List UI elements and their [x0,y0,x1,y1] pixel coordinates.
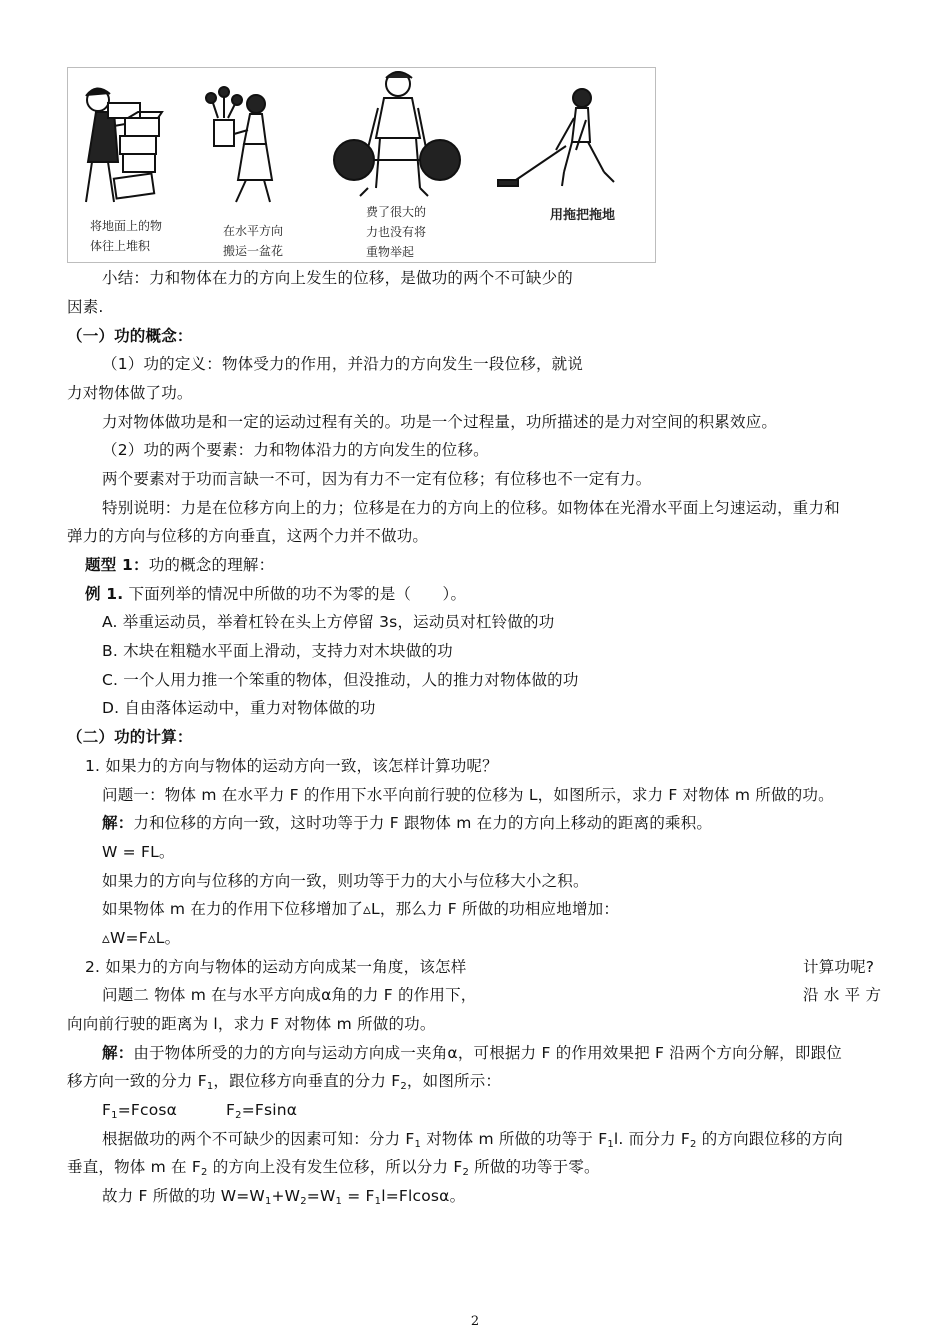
page-number: 2 [470,1314,480,1329]
text-segment: F [226,1101,236,1119]
question-type-label: 题型 1： [85,556,149,574]
component-work-line-2 [67,1157,600,1177]
text-segment: 根据做功的两个不可缺少的因素可知：分力 F [102,1130,415,1148]
two-elements-line: （2）功的两个要素：力和物体沿力的方向发生的位移。 [102,441,489,459]
subscript: 2 [201,1167,208,1178]
question-1: 1. 如果力的方向与物体的运动方向一致，该怎样计算功呢？ [85,757,498,775]
component-work-line-1 [102,1129,843,1149]
special-note-line-2: 弹力的方向与位移的方向垂直，这两个力并不做功。 [67,527,429,545]
increment-statement: 如果物体 m 在力的作用下位移增加了▵L，那么力 F 所做的功相应地增加： [102,900,620,918]
example-label: 例 1. [85,585,124,603]
problem-2-part-2: 沿 水 平 方 [803,986,882,1004]
special-note-line-1: 特别说明：力是在位移方向上的力；位移是在力的方向上的位移。如物体在光滑水平面上匀速运动，重力和 [102,499,840,517]
subscript: 1 [335,1196,343,1207]
woman-carrying-flowers-drawing [206,87,272,202]
solution-1-text: 力和位移的方向一致，这时功等于力 F 跟物体 m 在力的方向上移动的距离的乘积。 [133,814,713,832]
formula-w-fl: W = FL。 [102,843,175,861]
solution-2-line-2 [67,1071,501,1091]
subscript: 1 [414,1139,422,1150]
woman-mopping-drawing [498,89,614,186]
example-1 [85,584,466,604]
text-segment: +W [271,1187,301,1205]
total-work-formula [102,1186,465,1206]
summary-line-1: 小结：力和物体在力的方向上发生的位移，是做功的两个不可缺少的 [102,269,574,287]
formula-f1 [102,1100,177,1120]
heading-concept-of-work: （一）功的概念： [67,327,193,345]
text-segment: =W [306,1187,336,1205]
subscript: 1 [607,1139,614,1150]
text-segment: 垂直，物体 m 在 F [67,1158,201,1176]
indispensable-line: 两个要素对于功而言缺一不可，因为有力不一定有位移；有位移也不一定有力。 [102,470,652,488]
question-2-part-2: 计算功呢? [803,958,875,976]
formula-f2 [226,1100,297,1120]
caption-4-line-1: 用拖把拖地 [550,208,616,223]
text-segment: 故力 F 所做的功 W=W [102,1187,265,1205]
text-segment: 对物体 m 所做的功等于 F [421,1130,608,1148]
option-b: B. 木块在粗糙水平面上滑动，支持力对木块做的功 [102,642,453,660]
solution-2-text: 由于物体所受的力的方向与运动方向成一夹角α，可根据力 F 的作用效果把 F 沿两个方向分解，即跟位 [133,1044,842,1062]
text-segment: =Fsinα [241,1101,298,1119]
text-segment: l. 而分力 F [613,1130,691,1148]
question-2-part-1: 2. 如果力的方向与物体的运动方向成某一角度，该怎样 [85,958,467,976]
definition-line-2: 力对物体做了功。 [67,384,193,402]
text-segment: ，跟位移方向垂直的分力 F [213,1072,401,1090]
question-type-1 [85,555,274,575]
man-lifting-barbell-drawing [334,72,460,196]
text-segment: F [102,1101,112,1119]
definition-line-1: （1）功的定义：物体受力的作用，并沿力的方向发生一段位移，就说 [102,355,584,373]
caption-3-line-1: 费了很大的 [366,205,427,219]
problem-2-part-1: 问题二 物体 m 在与水平方向成α角的力 F 的作用下， [102,986,477,1004]
subscript: 2 [400,1081,407,1092]
caption-2-line-1: 在水平方向 [223,224,284,238]
subscript: 2 [462,1167,469,1178]
text-segment: =Fcosα [117,1101,178,1119]
summary-line-2: 因素. [67,298,104,316]
caption-1-line-2: 体往上堆积 [90,239,151,253]
subscript: 2 [690,1139,697,1150]
text-segment: 移方向一致的分力 F [67,1072,207,1090]
solution-1 [102,813,712,833]
subscript: 1 [264,1196,272,1207]
option-c: C. 一个人用力推一个笨重的物体，但没推动，人的推力对物体做的功 [102,671,579,689]
caption-1-line-1: 将地面上的物 [90,219,163,233]
option-d: D. 自由落体运动中，重力对物体做的功 [102,699,376,717]
text-segment: ，如图所示： [406,1072,502,1090]
text-segment: 的方向上没有发生位移，所以分力 F [207,1158,463,1176]
solution-label: 解： [102,814,134,832]
example-text: 下面列举的情况中所做的功不为零的是（ ）。 [123,585,467,603]
man-stacking-boxes-drawing [86,88,162,202]
heading-work-calculation: （二）功的计算： [67,728,193,746]
text-segment: l=Flcosα。 [381,1187,466,1205]
problem-1: 问题一：物体 m 在水平力 F 的作用下水平向前行驶的位移为 L，如图所示，求力 F 对物体 m 所做的功。 [102,786,834,804]
illustration-figure [67,67,656,263]
solution-2-label: 解： [102,1044,134,1062]
same-direction-statement: 如果力的方向与位移的方向一致，则功等于力的大小与位移大小之积。 [102,872,589,890]
problem-2-line-2: 向向前行驶的距离为 l，求力 F 对物体 m 所做的功。 [67,1015,436,1033]
solution-2-line-1 [102,1043,842,1063]
subscript: 2 [235,1110,242,1121]
text-segment: = F [342,1187,375,1205]
caption-3-line-2: 力也没有将 [366,225,427,239]
formula-delta-w: ▵W=F▵L。 [102,929,181,947]
question-type-text: 功的概念的理解： [148,556,275,574]
subscript: 2 [300,1196,307,1207]
paragraph-process-quantity: 力对物体做功是和一定的运动过程有关的。功是一个过程量，功所描述的是力对空间的积累效应。 [102,413,778,431]
caption-3-line-3: 重物举起 [366,245,415,259]
text-segment: 所做的功等于零。 [469,1158,600,1176]
subscript: 1 [374,1196,382,1207]
caption-2-line-2: 搬运一盆花 [223,244,284,258]
subscript: 1 [206,1081,214,1092]
option-a: A. 举重运动员，举着杠铃在头上方停留 3s，运动员对杠铃做的功 [102,613,555,631]
text-segment: 的方向跟位移的方向 [696,1130,844,1148]
subscript: 1 [111,1110,118,1121]
